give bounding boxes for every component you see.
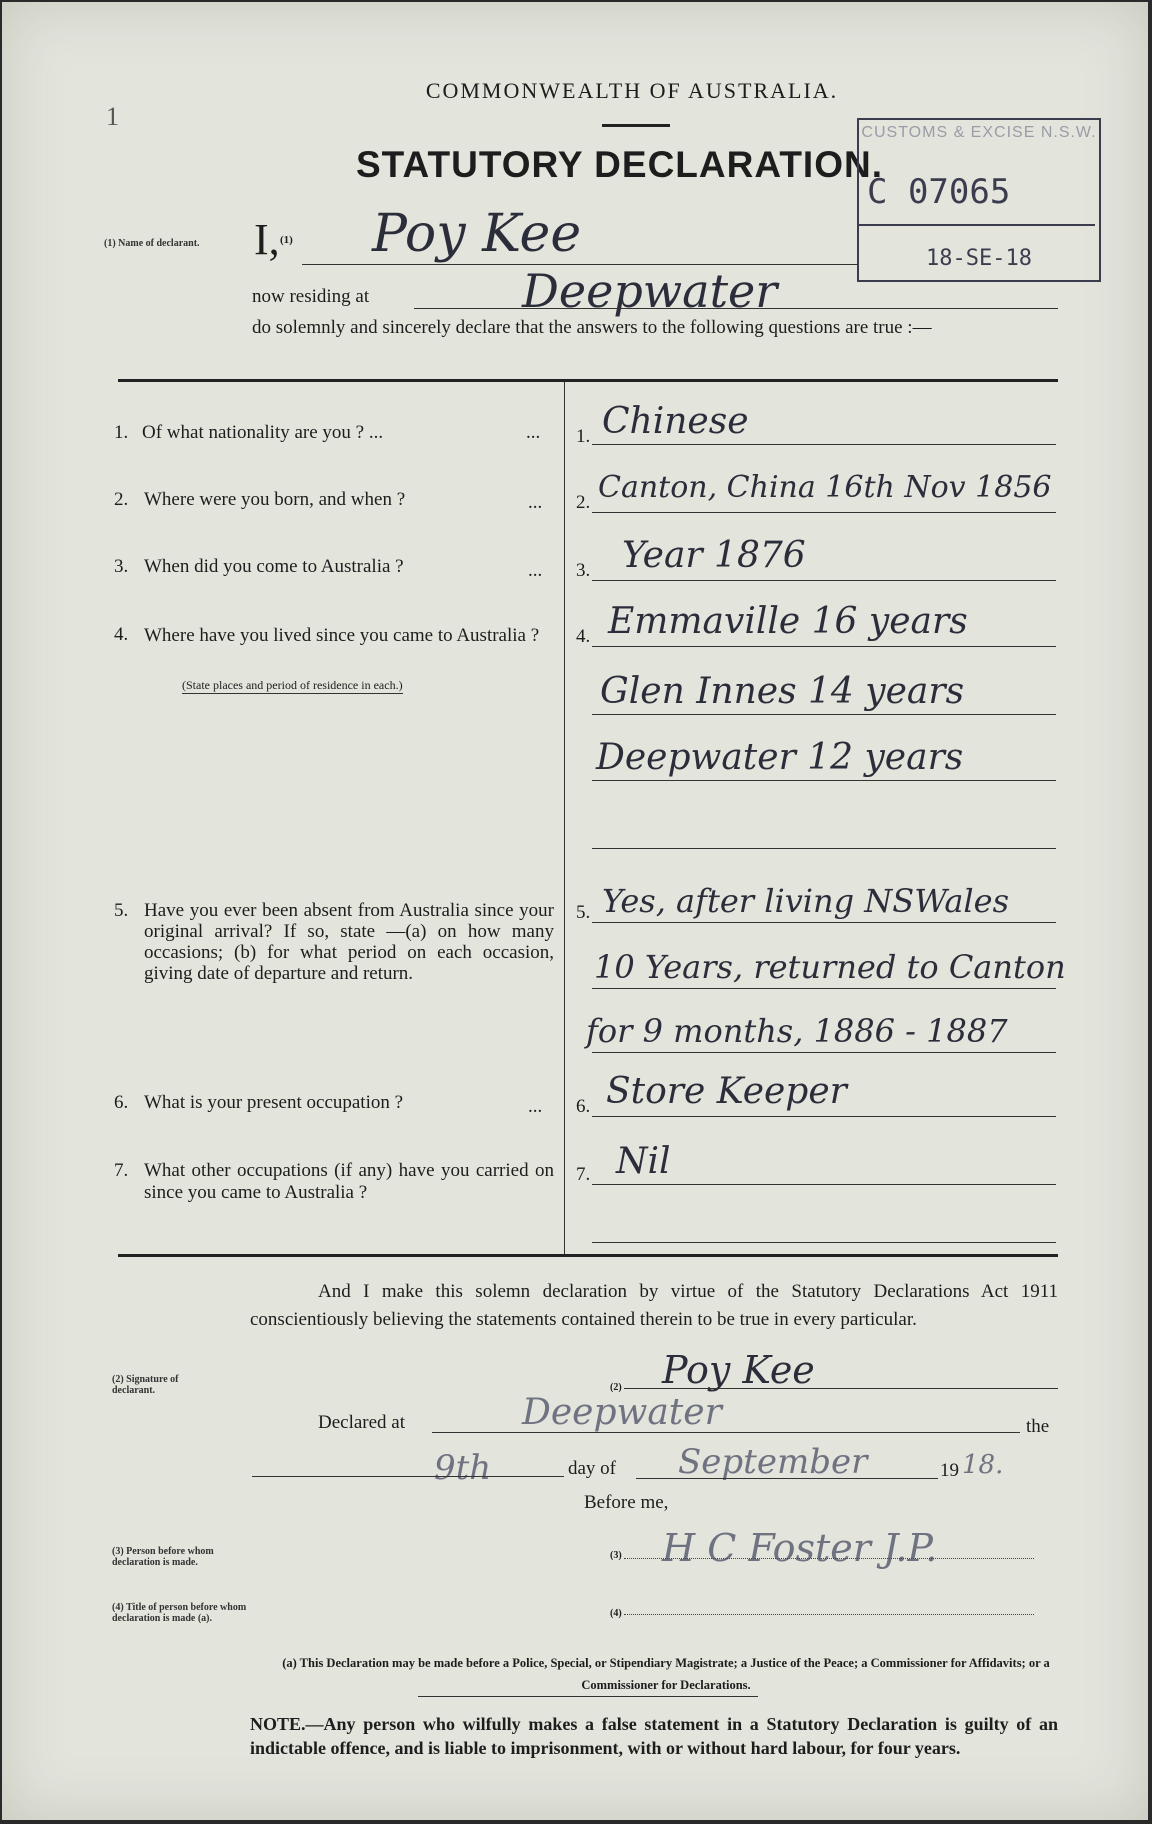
before-me-label: Before me, (584, 1492, 669, 1513)
residing-label: now residing at (252, 286, 370, 307)
stamp-office: CUSTOMS & EXCISE N.S.W. (861, 124, 1097, 141)
answer-2: Canton, China 16th Nov 1856 (598, 470, 1052, 505)
the-label: the (1026, 1416, 1050, 1437)
question-4-text: Where have you lived since you came to Australia ? (144, 625, 540, 646)
answer-5-number: 5. (576, 902, 591, 923)
declare-text: do solemnly and sincerely declare that the answers to the following questions are true :— (252, 317, 932, 338)
answer-4-line-2: Glen Innes 14 years (600, 671, 965, 712)
signature-ref: (2) (610, 1382, 622, 1393)
question-1-number: 1. (114, 422, 129, 443)
table-bottom-rule (118, 1254, 1058, 1257)
margin-note-title: (4) Title of person before whom declaration is made (a). (112, 1602, 247, 1624)
heading-rule (602, 124, 670, 127)
note-block (250, 1712, 1058, 1760)
answer-5-line-2: 10 Years, returned to Canton (594, 948, 1066, 986)
answer-4-line-1: Emmaville 16 years (608, 601, 968, 642)
commonwealth-heading: COMMONWEALTH OF AUSTRALIA. (425, 78, 839, 103)
answer-5-rule-1 (592, 922, 1056, 923)
margin-note-name: (1) Name of declarant. (104, 238, 200, 249)
question-5-text: Have you ever been absent from Australia since your original arrival? If so, state —(a) on how many occasions; (b) for what period on each occasion, giving date of departure and return. (144, 900, 554, 984)
question-4-number: 4. (114, 624, 129, 645)
answer-3-number: 3. (576, 560, 591, 581)
answer-7: Nil (616, 1141, 671, 1182)
page-title: STATUTORY DECLARATION. (356, 144, 883, 185)
day-line (252, 1476, 564, 1477)
answer-4-number: 4. (576, 626, 591, 647)
table-top-rule (118, 379, 1058, 382)
answer-3: Year 1876 (622, 535, 806, 576)
answer-2-line (592, 512, 1056, 513)
stamp-date: 18-SE-18 (926, 246, 1032, 271)
answer-6: Store Keeper (606, 1071, 847, 1112)
answer-4-rule-3 (592, 780, 1056, 781)
table-divider (564, 382, 565, 1254)
customs-stamp (857, 118, 1101, 282)
answer-7-number: 7. (576, 1164, 591, 1185)
answer-5-rule-3 (592, 1052, 1056, 1053)
declared-at-line (432, 1432, 1020, 1433)
year-suffix: 18. (962, 1450, 1004, 1480)
footnote: (a) This Declaration may be made before a Police, Special, or Stipendiary Magistrate; a Justice of the Peace; a Commissioner for Affidavits; or a Commissioner for Declarations. (282, 1656, 1050, 1692)
answer-5-line-1: Yes, after living NSWales (602, 882, 1009, 920)
question-6-text: What is your present occupation ? (144, 1092, 404, 1113)
question-7-text: What other occupations (if any) have you carried on since you came to Australia ? (144, 1160, 554, 1203)
answer-4-rule-4 (592, 848, 1056, 849)
question-6-dots: ... (528, 1096, 543, 1117)
declarant-signature: Poy Kee (662, 1348, 815, 1392)
corner-mark: 1 (106, 102, 119, 131)
question-5-number: 5. (114, 900, 129, 921)
question-3-dots: ... (528, 560, 543, 581)
answer-1-line (592, 444, 1056, 445)
title-ref: (4) (610, 1608, 622, 1619)
answer-6-number: 6. (576, 1096, 591, 1117)
declared-at-value: Deepwater (522, 1392, 722, 1433)
person-line (624, 1558, 1034, 1559)
title-line (624, 1614, 1034, 1615)
question-4-note: (State places and period of residence in each.) (182, 678, 403, 692)
answer-4-rule-1 (592, 646, 1056, 647)
declaration-text: And I make this solemn declaration by virtue of the Statutory Declarations Act 1911 conscientiously believing the statements contained therein to be true in every particular. (250, 1281, 1058, 1330)
note-text: —Any person who wilfully makes a false statement in a Statutory Declaration is guilty of an indictable offence, and is liable to imprisonment, with or without hard labour, for four years. (250, 1714, 1058, 1758)
question-7-number: 7. (114, 1160, 129, 1181)
person-ref: (3) (610, 1550, 622, 1561)
stamp-number: C 07065 (867, 172, 1011, 212)
margin-note-person: (3) Person before whom declaration is made. (112, 1546, 214, 1568)
declared-month: September (678, 1442, 868, 1482)
year-prefix: 19 (940, 1460, 959, 1481)
declarant-pronoun: I, (254, 215, 280, 264)
question-1-text: Of what nationality are you ? ... (142, 422, 384, 443)
answer-5-rule-2 (592, 988, 1056, 989)
footnote-rule (418, 1696, 758, 1697)
answer-7-line (592, 1184, 1056, 1185)
answer-6-line (592, 1116, 1056, 1117)
residence-value: Deepwater (522, 264, 778, 318)
answer-5-line-3: for 9 months, 1886 - 1887 (586, 1012, 1008, 1050)
answer-2-number: 2. (576, 492, 591, 513)
declarant-name: Poy Kee (372, 204, 582, 264)
person-signature: H C Foster J.P. (662, 1526, 938, 1570)
document-page (2, 2, 1148, 1820)
answer-1: Chinese (602, 401, 749, 442)
residence-line (414, 308, 1058, 309)
answer-7-line-2 (592, 1242, 1056, 1243)
declared-day: 9th (434, 1448, 492, 1488)
day-of-label: day of (568, 1458, 617, 1479)
question-2-number: 2. (114, 489, 129, 510)
question-2-text: Where were you born, and when ? (144, 489, 406, 510)
signature-line (624, 1388, 1058, 1389)
question-1-dots: ... (526, 422, 541, 443)
answer-4-line-3: Deepwater 12 years (596, 737, 964, 778)
answer-1-number: 1. (576, 426, 591, 447)
question-3-number: 3. (114, 556, 129, 577)
margin-note-signature: (2) Signature of declarant. (112, 1374, 179, 1396)
note-label: NOTE. (250, 1714, 306, 1734)
answer-4-rule-2 (592, 714, 1056, 715)
question-3-text: When did you come to Australia ? (144, 556, 404, 577)
question-2-dots: ... (528, 492, 543, 513)
stamp-divider (857, 224, 1095, 226)
question-6-number: 6. (114, 1092, 129, 1113)
declared-at-label: Declared at (318, 1412, 406, 1433)
answer-3-line (592, 580, 1056, 581)
declarant-ref: (1) (280, 234, 293, 246)
month-line (636, 1478, 938, 1479)
